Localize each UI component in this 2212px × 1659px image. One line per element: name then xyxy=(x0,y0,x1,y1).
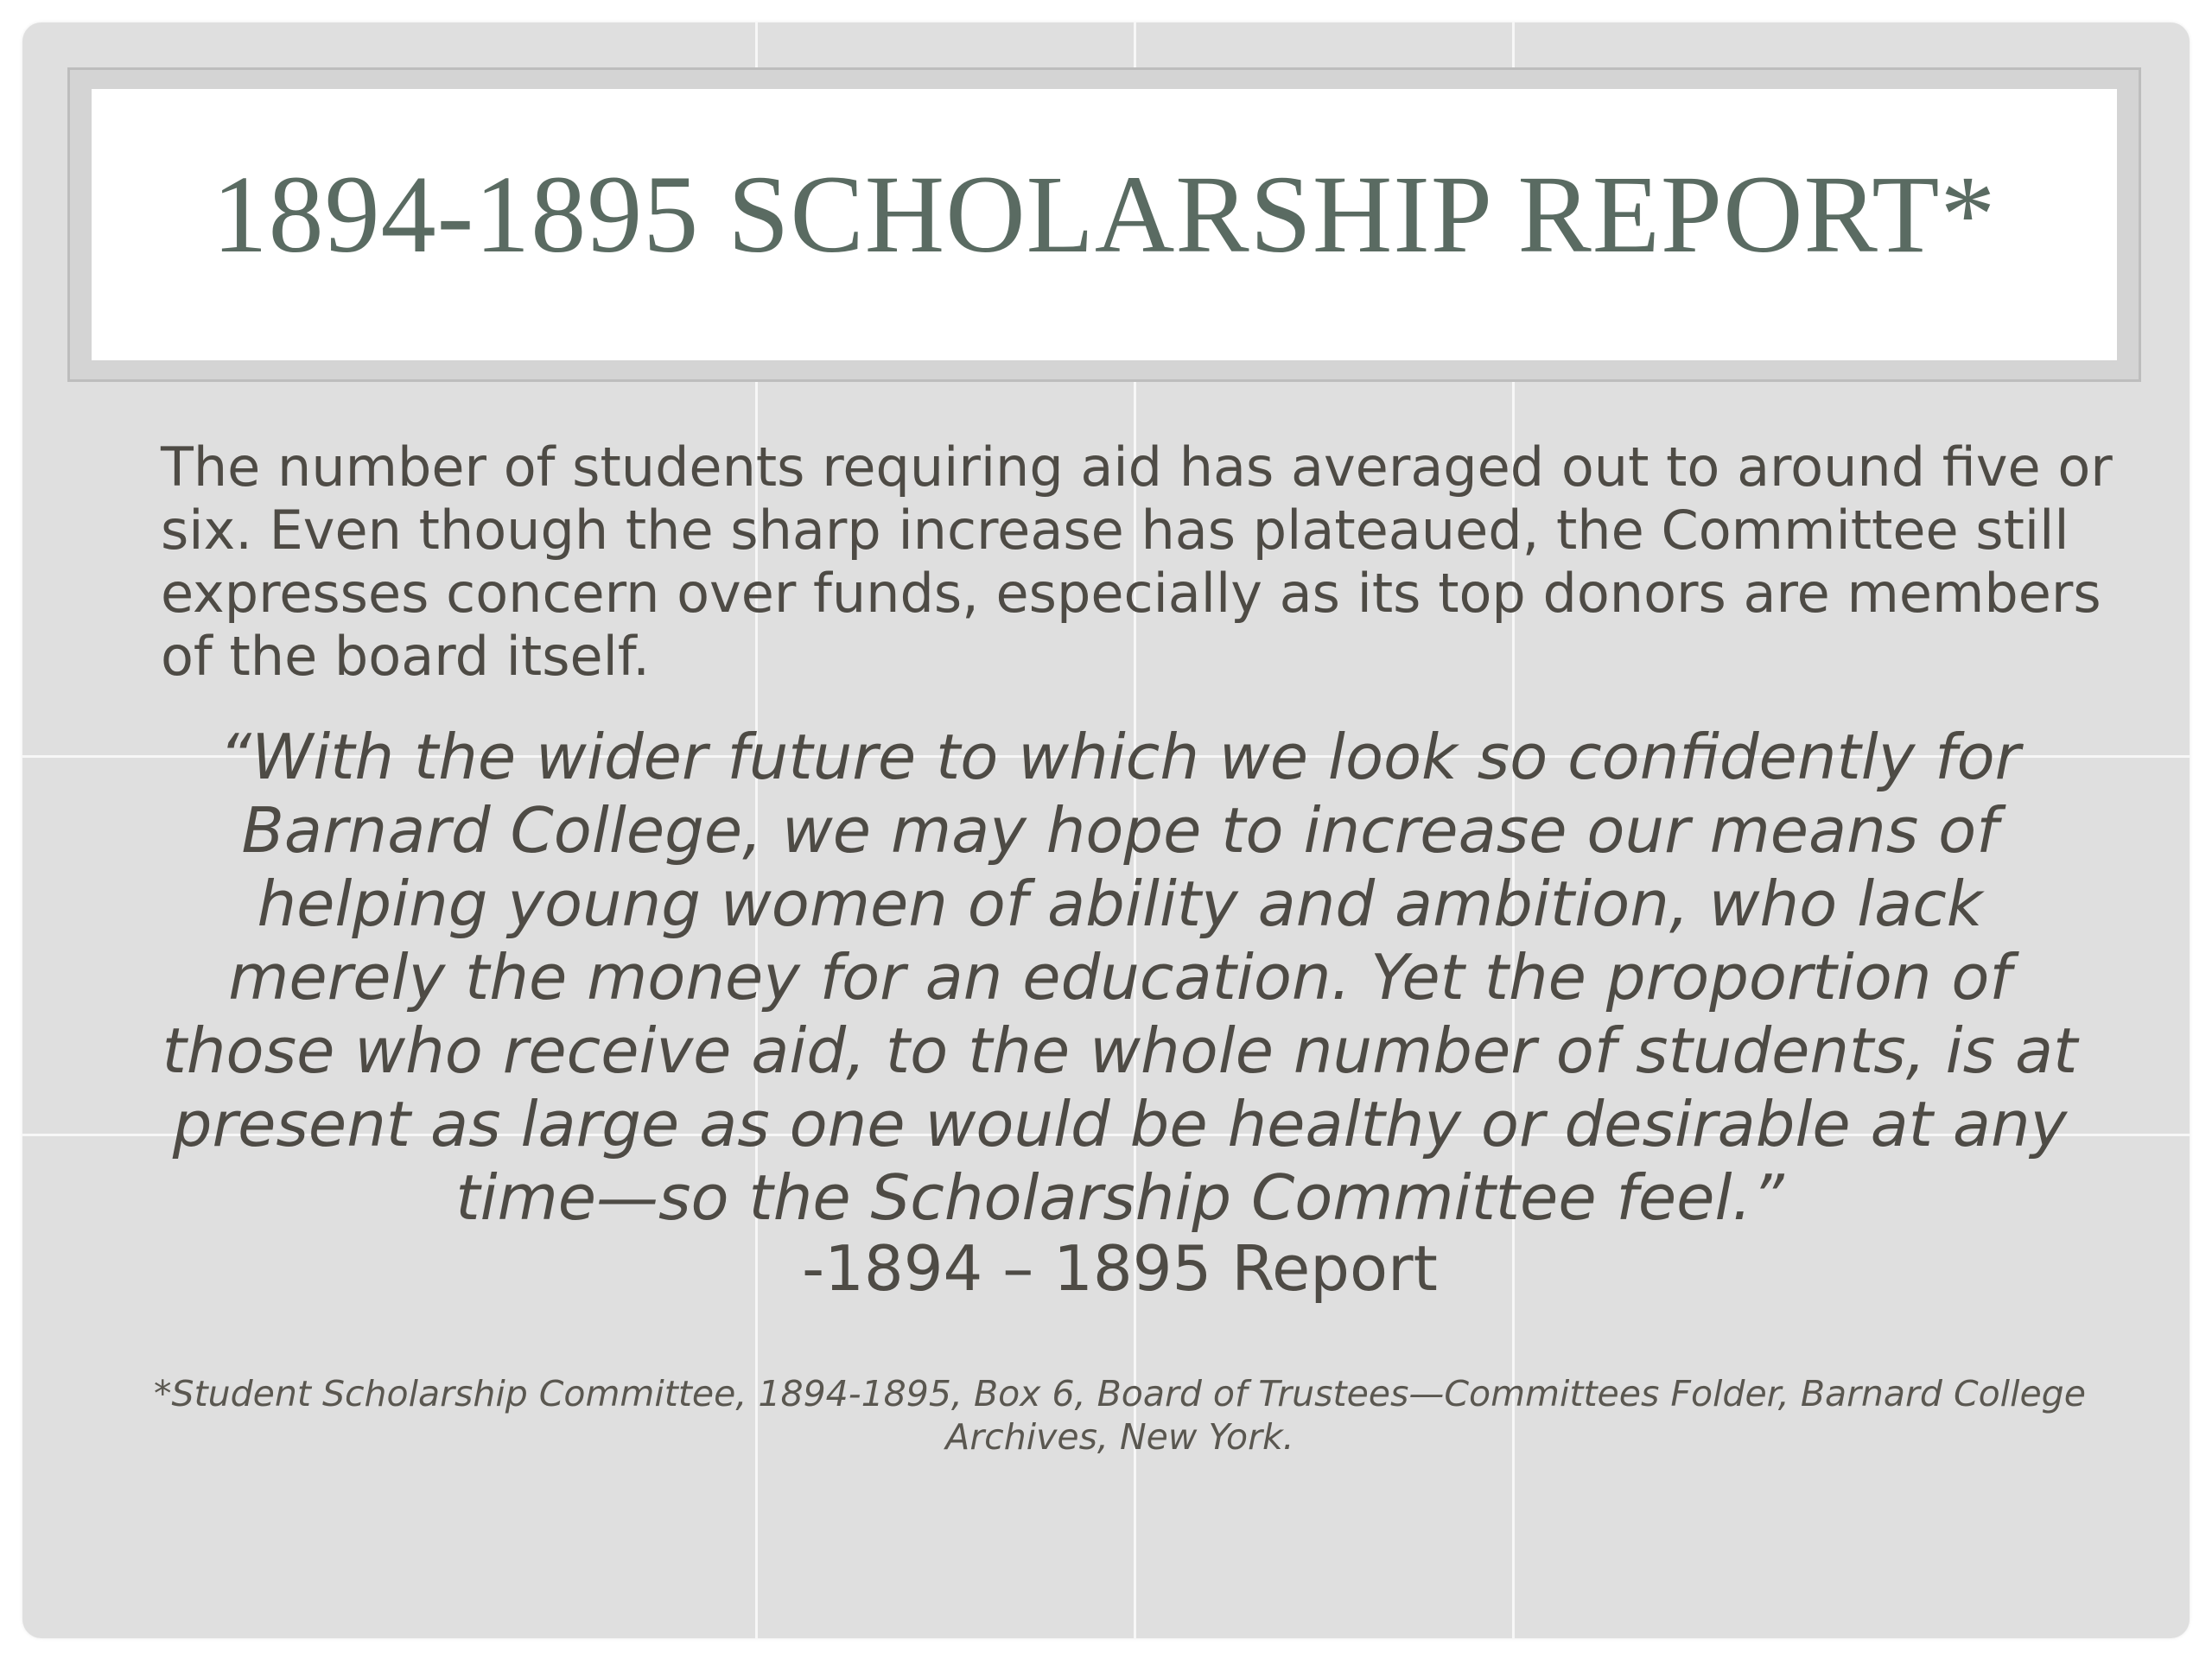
quote-attribution: -1894 – 1895 Report xyxy=(802,1232,1438,1305)
citation-footnote: *Student Scholarship Committee, 1894-1895, Box 6, Board of Trustees—Committees Folder, Barnard College Archives, New York. xyxy=(154,1373,2086,1458)
quote-text: “With the wider future to which we look so confidently for Barnard College, we may hope to increase our means of helping young women of ability and ambition, who lack merely the money for an education. Yet the proportion of those who receive aid, to the whole number of students, is at present as large as one would be healthy or desirable at any time—so the Scholarship Committee feel.” xyxy=(162,721,2078,1234)
title-frame xyxy=(67,67,2141,382)
body-paragraph: The number of students requiring aid has averaged out to around five or six. Even though the sharp increase has plateaued, the Committee still expresses concern over funds, especially as its top donors are members of the board itself. xyxy=(161,435,2113,688)
slide-title: 1894-1895 SCHOLARSHIP REPORT* xyxy=(212,152,1997,276)
slide xyxy=(22,22,2190,1638)
title-box xyxy=(92,89,2117,360)
